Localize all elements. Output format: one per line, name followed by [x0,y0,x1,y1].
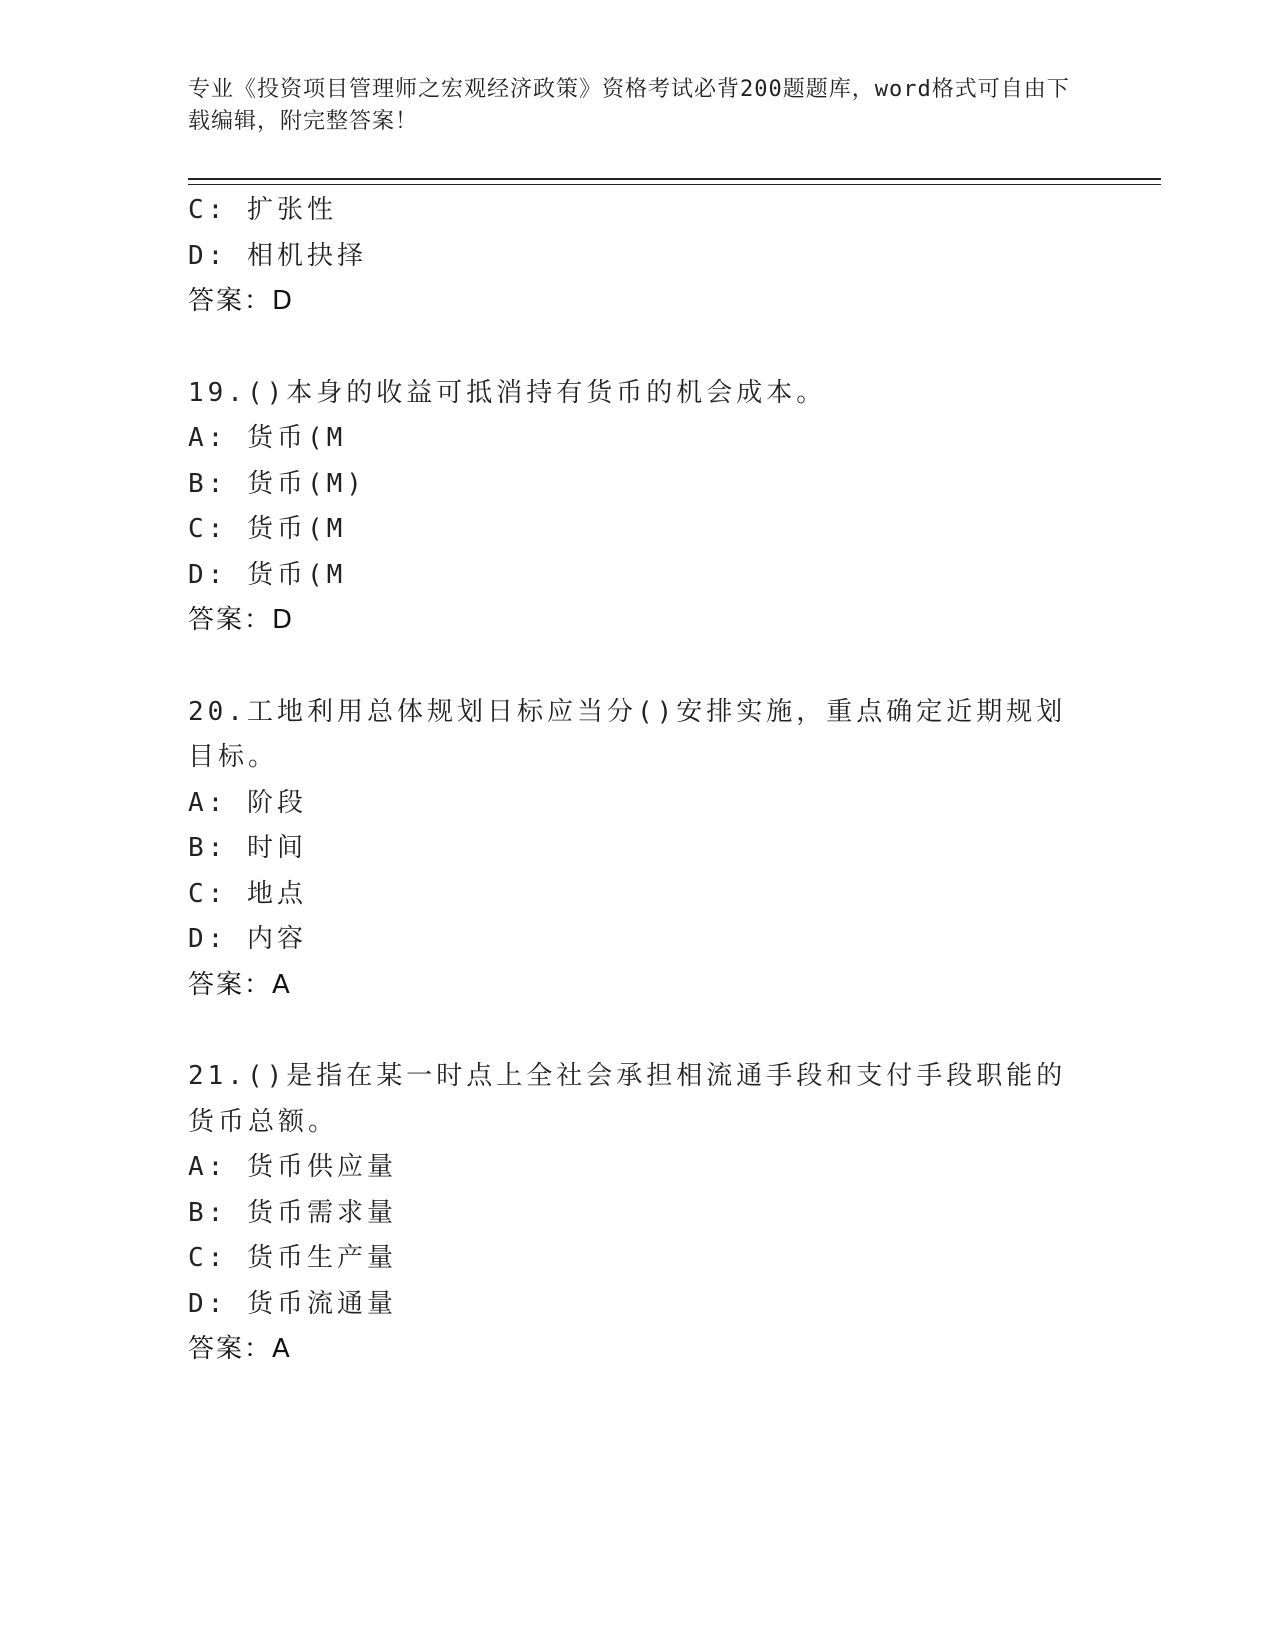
option-c: C: 地点 [188,878,307,909]
question-stem: 21.()是指在某一时点上全社会承担相流通手段和支付手段职能的货币总额。 [188,1061,1067,1137]
option-b: B: 货币(M) [188,468,366,499]
answer-line: 答案：D [188,605,295,635]
option-b: B: 时间 [188,833,307,863]
answer-line: 答案：D [188,286,295,316]
question-stem: 20.工地利用总体规划日标应当分()安排实施，重点确定近期规划目标。 [188,696,1067,772]
partial-question-block [188,188,1088,325]
spacer [188,1008,1088,1054]
question-20 [188,690,1088,1009]
option-d: D: 货币流通量 [188,1288,397,1319]
answer-line: 答案：A [188,1334,292,1364]
spacer [188,325,1088,371]
option-a: A: 货币(M [188,423,347,453]
option-c: C: 货币生产量 [188,1243,397,1273]
answer-line: 答案：A [188,969,292,1000]
option-b: B: 货币需求量 [188,1197,397,1228]
question-stem: 19.()本身的收益可抵消持有货币的机会成本。 [188,377,827,408]
header-divider [188,178,1161,185]
question-19 [188,371,1088,644]
option-d: D: 内容 [188,924,307,954]
option-d: D: 相机抉择 [188,240,367,271]
option-c: C: 扩张性 [188,195,337,225]
option-c: C: 货币(M [188,514,347,544]
option-a: A: 阶段 [188,787,307,818]
option-d: D: 货币(M [188,559,347,590]
question-21 [188,1054,1088,1373]
option-a: A: 货币供应量 [188,1152,397,1182]
document-header: 专业《投资项目管理师之宏观经济政策》资格考试必背200题题库，word格式可自由下载编辑，附完整答案！ [188,77,1070,134]
spacer [188,644,1088,690]
document-body [188,188,1088,1373]
